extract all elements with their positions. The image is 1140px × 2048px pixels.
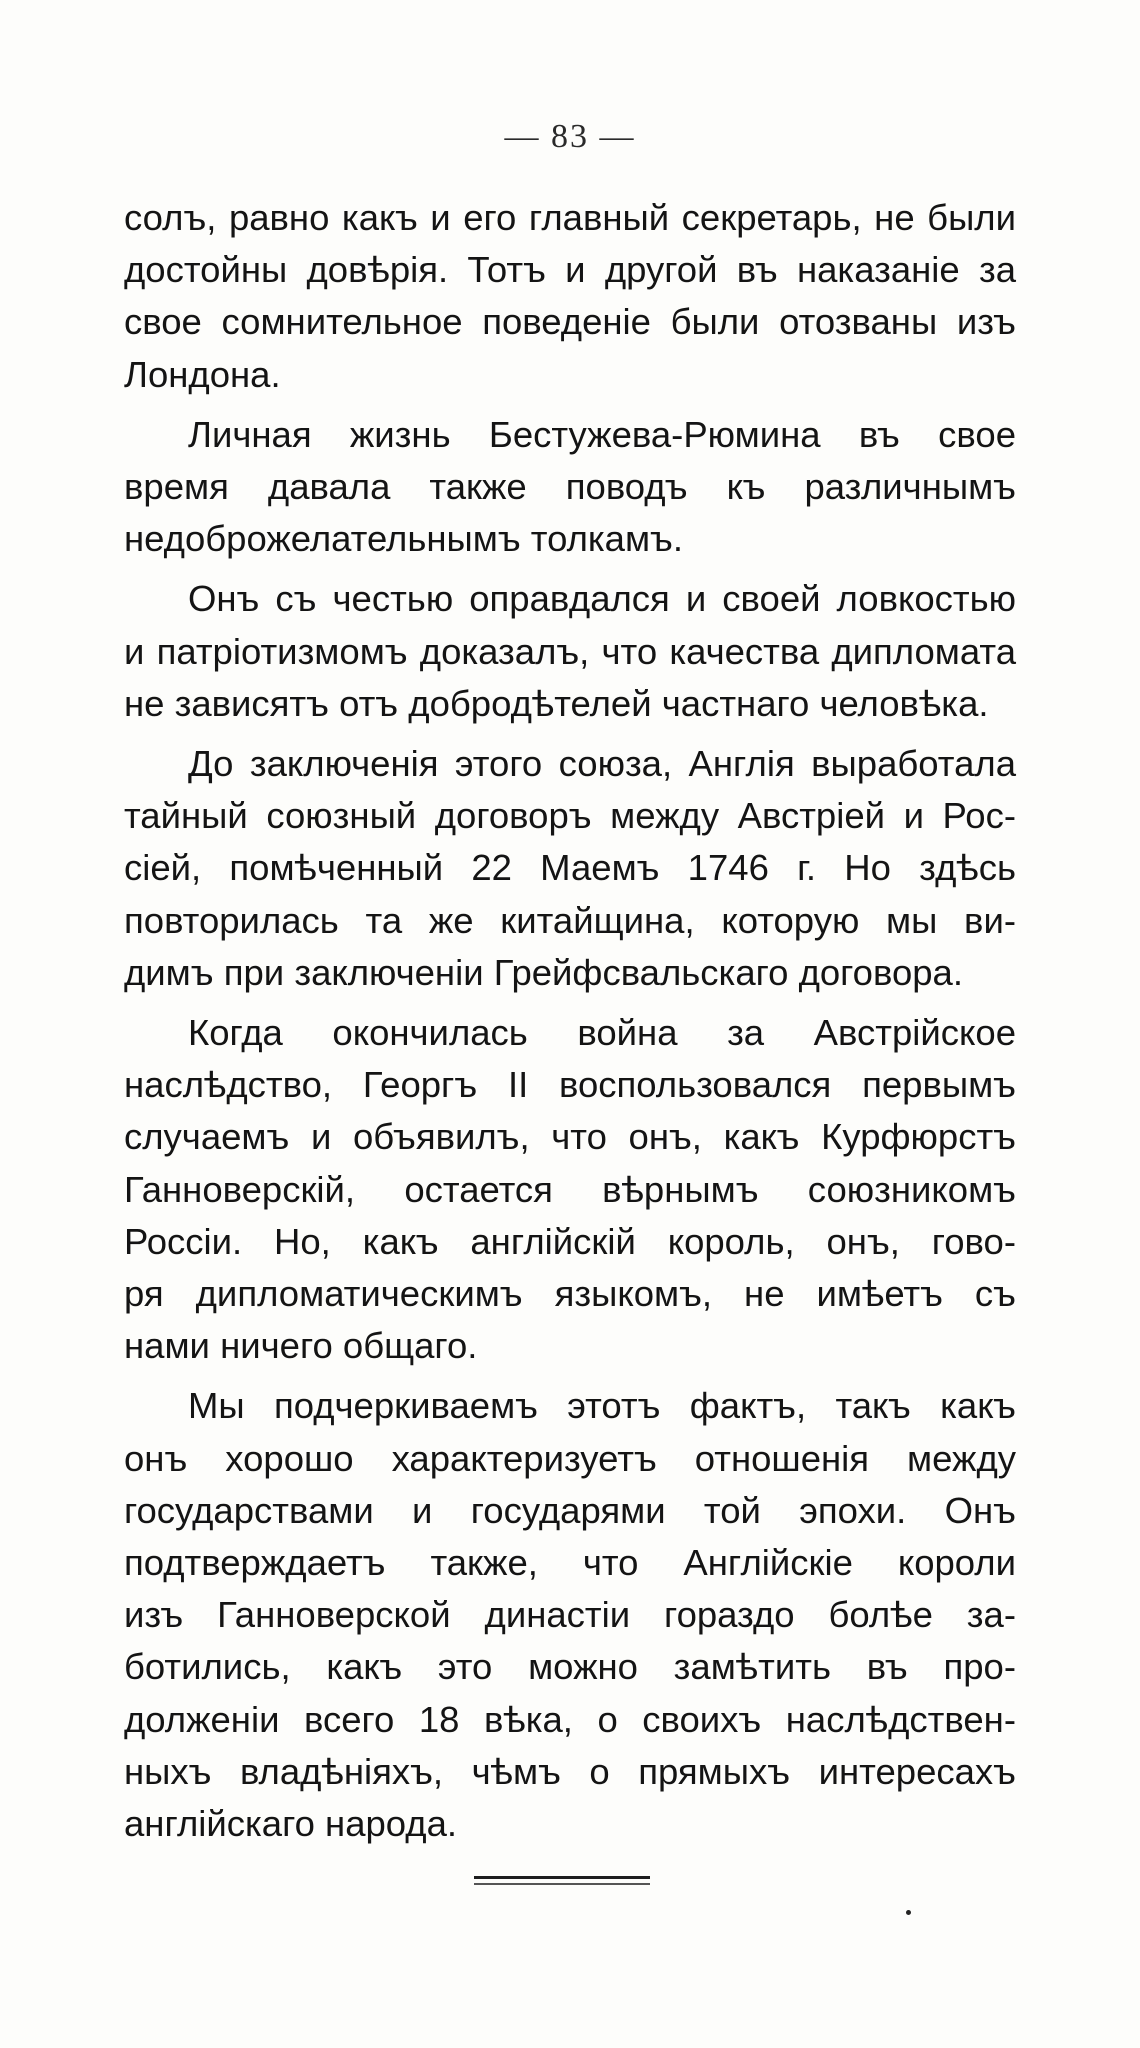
text-line: англійскаго народа. <box>124 1803 458 1845</box>
text-line: До заключенія этого союза, Англія выработала <box>188 743 1016 785</box>
paragraph-2 <box>124 409 1016 566</box>
text-line: ря дипломатическимъ языкомъ, не имѣетъ съ <box>124 1273 1016 1315</box>
text-line: нами ничего общаго. <box>124 1325 478 1367</box>
text-line: Когда окончилась война за Австрійское <box>188 1012 1016 1054</box>
page-number: — 83 — <box>504 118 636 155</box>
paragraph-4 <box>124 738 1016 999</box>
text-line: Мы подчеркиваемъ этотъ фактъ, такъ какъ <box>188 1385 1016 1427</box>
text-line: Лондона. <box>124 353 281 395</box>
text-line: Онъ съ честью оправдался и своей ловкостью <box>188 578 1016 620</box>
text-line: подтверждаетъ также, что Англійскіе короли <box>124 1542 1016 1584</box>
text-line: долженіи всего 18 вѣка, о своихъ наслѣдствен- <box>124 1698 1016 1740</box>
text-line: сіей, помѣченный 22 Маемъ 1746 г. Но здѣсь <box>124 847 1016 889</box>
paragraph-1 <box>124 192 1016 401</box>
text-line: ботились, какъ это можно замѣтить въ про- <box>124 1646 1016 1688</box>
text-line: наслѣдство, Георгъ II воспользовался первымъ <box>124 1064 1016 1106</box>
text-line: не зависятъ отъ добродѣтелей частнаго человѣка. <box>124 682 989 724</box>
text-line: солъ, равно какъ и его главный секретарь, не были <box>124 197 1016 238</box>
rule-line-bottom <box>474 1883 650 1885</box>
print-speck <box>906 1910 911 1915</box>
body-text <box>124 192 1016 1858</box>
text-line: случаемъ и объявилъ, что онъ, какъ Курфюрстъ <box>124 1116 1016 1158</box>
text-line: изъ Ганноверской династіи гораздо болѣе за- <box>124 1594 1016 1636</box>
text-line: государствами и государями той эпохи. Онъ <box>124 1489 1016 1531</box>
text-line: Ганноверскій, остается вѣрнымъ союзникомъ <box>124 1168 1016 1210</box>
paragraph-6 <box>124 1380 1016 1850</box>
text-line: Личная жизнь Бестужева-Рюмина въ свое <box>188 413 1016 455</box>
text-line: повторилась та же китайщина, которую мы ви- <box>124 899 1016 941</box>
text-line: время давала также поводъ къ различнымъ <box>124 466 1016 508</box>
paragraph-5 <box>124 1007 1016 1372</box>
text-line: тайный союзный договоръ между Австріей и Рос- <box>124 795 1016 837</box>
text-line: ныхъ владѣніяхъ, чѣмъ о прямыхъ интересахъ <box>124 1750 1016 1792</box>
text-line: онъ хорошо характеризуетъ отношенія между <box>124 1437 1016 1479</box>
rule-line-top <box>474 1876 650 1879</box>
section-end-rule <box>474 1876 650 1888</box>
text-line: свое сомнительное поведеніе были отозваны изъ <box>124 301 1016 343</box>
text-line: и патріотизмомъ доказалъ, что качества дипломата <box>124 630 1016 672</box>
text-line: димъ при заключеніи Грейфсвальскаго договора. <box>124 951 964 993</box>
paragraph-3 <box>124 573 1016 730</box>
text-line: достойны довѣрія. Тотъ и другой въ наказаніе за <box>124 249 1016 291</box>
text-line: Россіи. Но, какъ англійскій король, онъ, гово- <box>124 1220 1016 1262</box>
text-line: недоброжелательнымъ толкамъ. <box>124 518 684 560</box>
